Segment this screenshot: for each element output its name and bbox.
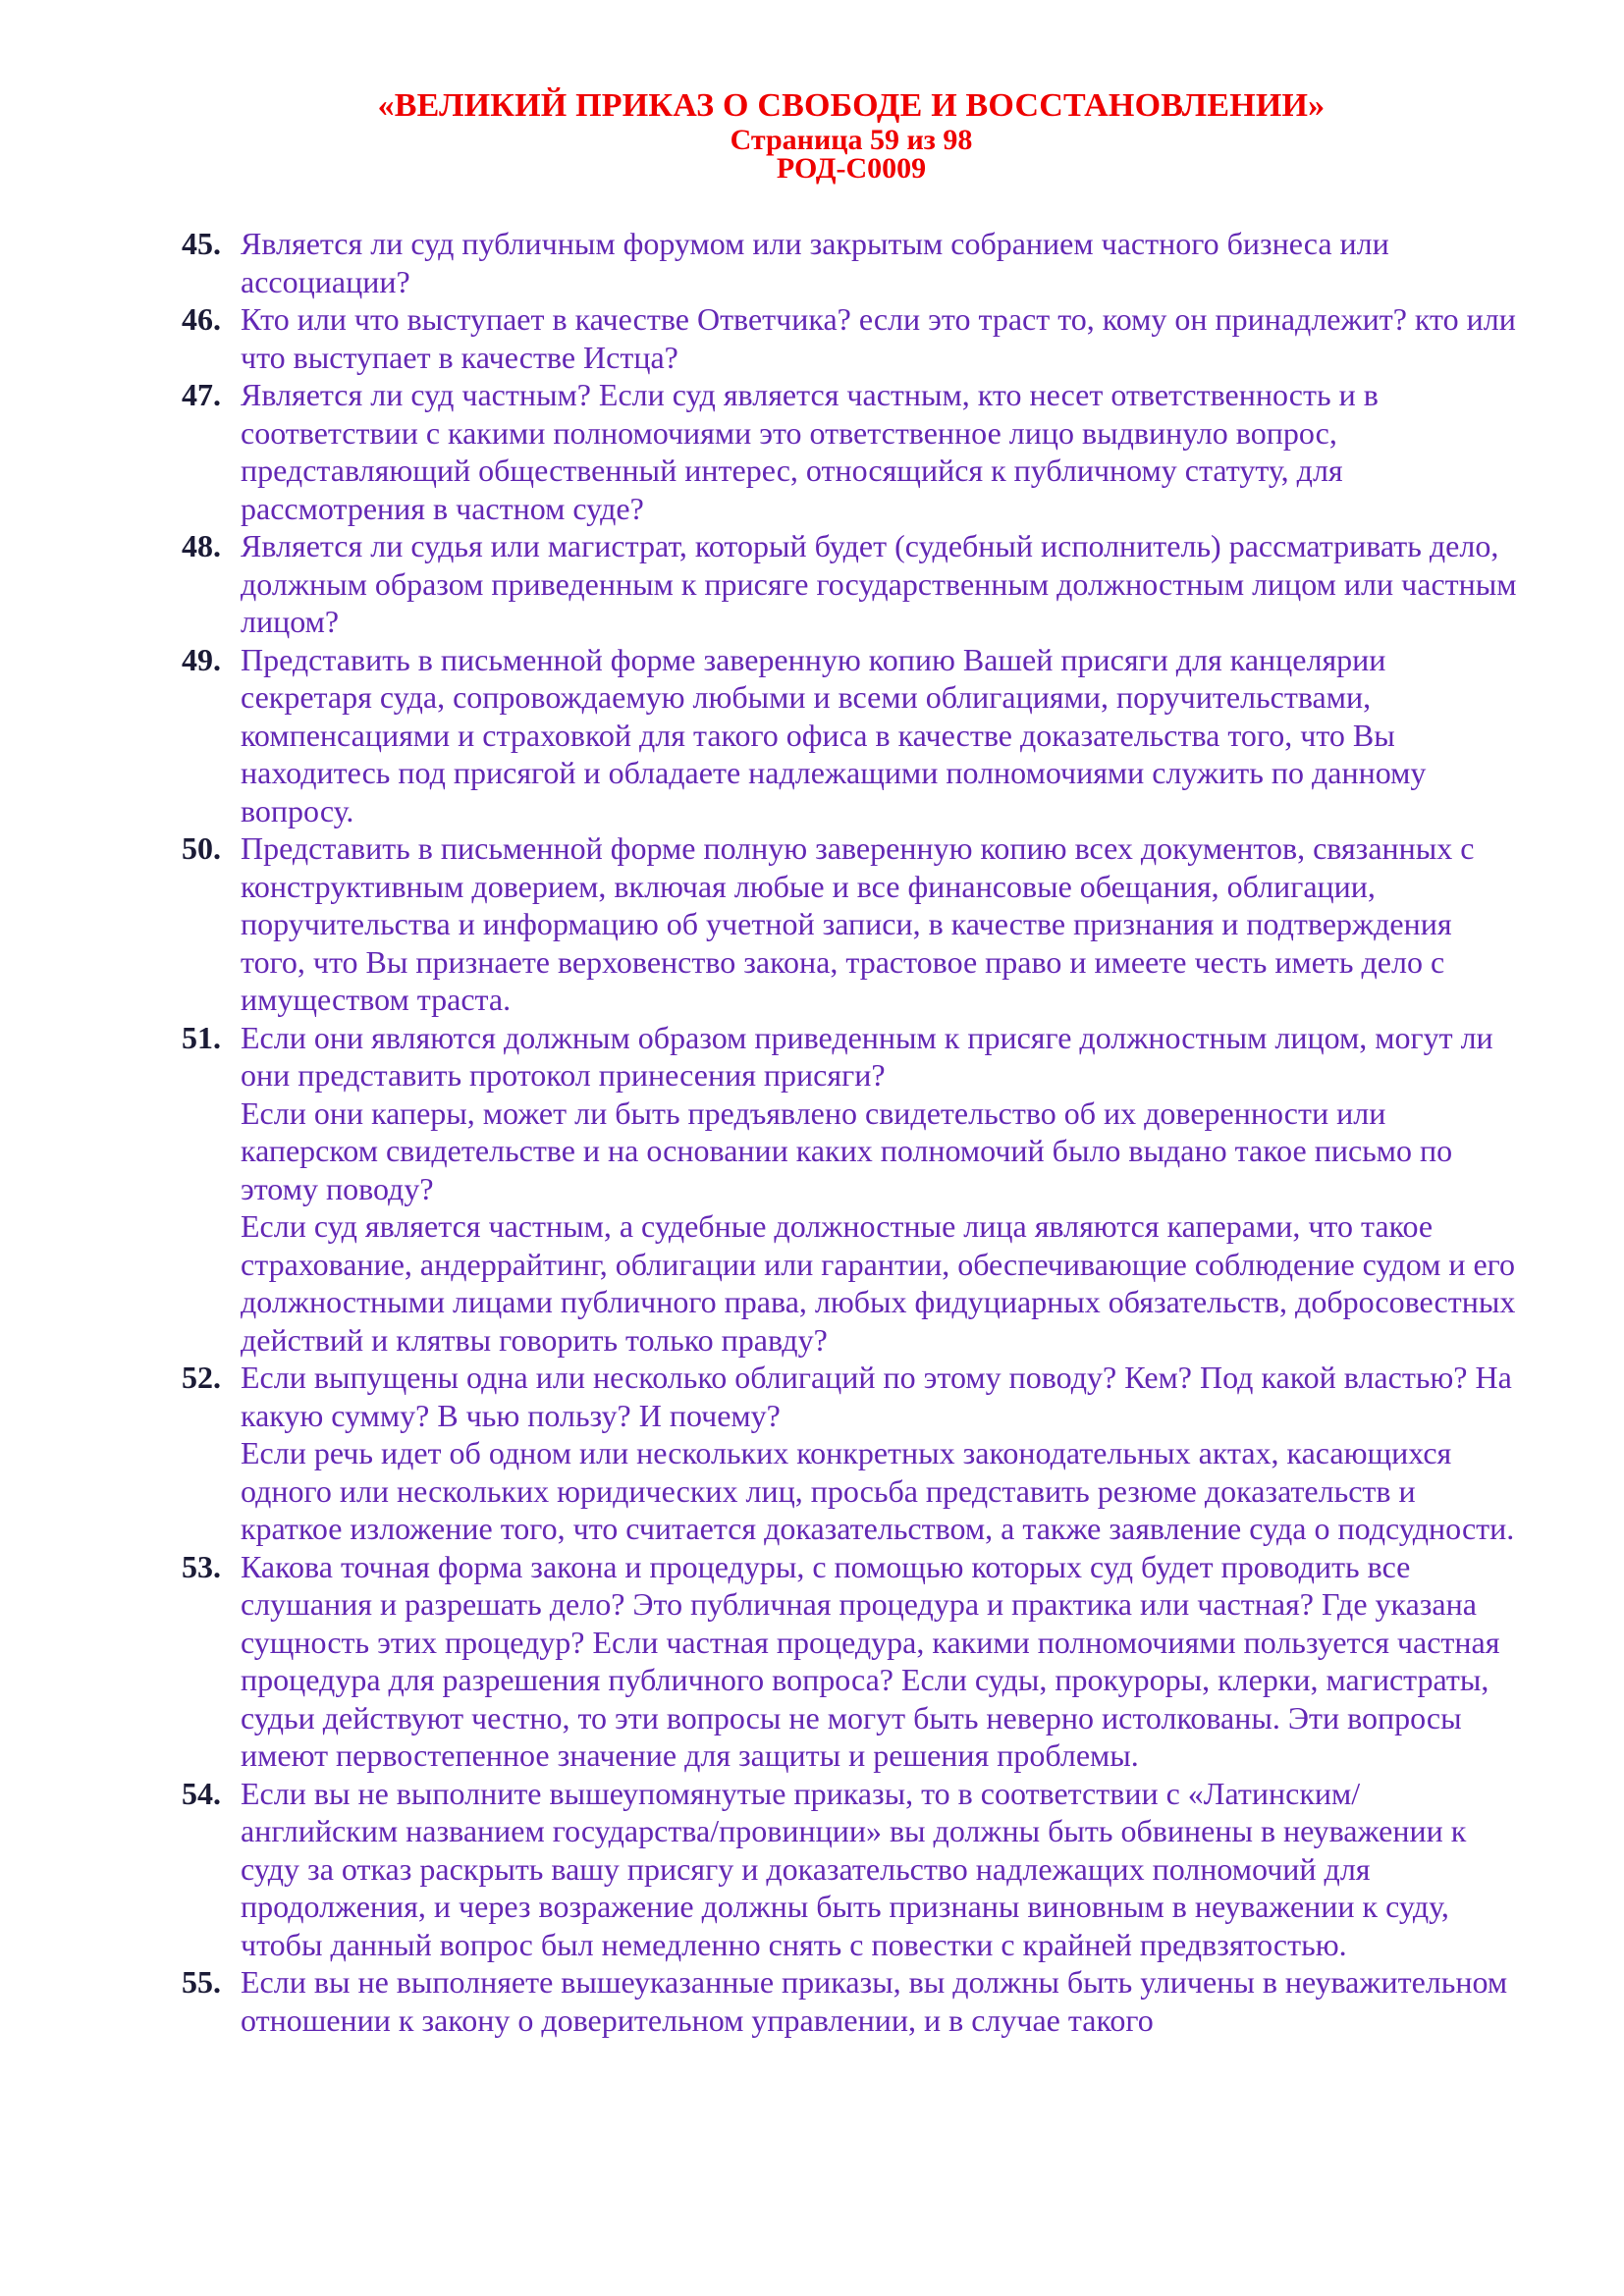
list-item — [182, 1775, 1517, 1964]
item-text — [241, 641, 1517, 830]
item-number: 47. — [182, 377, 221, 412]
item-text — [241, 376, 1517, 527]
item-text — [241, 1963, 1517, 2039]
list-item — [182, 300, 1517, 376]
item-text — [241, 1019, 1517, 1360]
item-number: 53. — [182, 1548, 221, 1584]
item-number: 52. — [182, 1360, 221, 1395]
item-paragraph: Если речь идет об одном или нескольких конкретных законодательных актах, касающихся одного или нескольких юридических лиц, просьба представить резюме доказательств и краткое изложение того, что считается доказательством, а также заявление суда о подсудности. — [241, 1435, 1515, 1546]
item-paragraph: Является ли суд публичным форумом или закрытым собранием частного бизнеса или ассоциации? — [241, 226, 1389, 299]
list-item — [182, 527, 1517, 641]
item-text — [241, 1548, 1517, 1775]
item-text — [241, 1359, 1517, 1548]
list-item — [182, 376, 1517, 527]
item-number: 54. — [182, 1775, 221, 1811]
item-paragraph: Кто или что выступает в качестве Ответчика? если это траст то, кому он принадлежит? кто или что выступает в качестве Истца? — [241, 301, 1516, 375]
list-item — [182, 1019, 1517, 1360]
item-number: 48. — [182, 528, 221, 563]
item-paragraph: Если вы не выполните вышеупомянутые приказы, то в соответствии с «Латинским/английским названием государства/провинции» вы должны быть обвинены в неуважении к суду за отказ раскрыть вашу присягу и доказательство надлежащих полномочий для продолжения, и через возражение должны быть признаны виновным в неуважении к суду, чтобы данный вопрос был немедленно снять с повестки с крайней предвзятостью. — [241, 1775, 1467, 1962]
item-text — [241, 829, 1517, 1019]
list-item — [182, 225, 1517, 300]
document-header — [0, 0, 1624, 183]
item-paragraph: Если они каперы, может ли быть предъявлено свидетельство об их доверенности или каперском свидетельстве и на основании каких полномочий было выдано такое письмо по этому поводу? — [241, 1095, 1453, 1206]
item-text — [241, 225, 1517, 300]
item-paragraph: Если суд является частным, а судебные должностные лица являются каперами, что такое страхование, андеррайтинг, облигации или гарантии, обеспечивающие соблюдение судом и его должностными лицами публичного права, любых фидуциарных обязательств, добросовестных действий и клятвы говорить только правду? — [241, 1208, 1516, 1358]
list-item — [182, 1963, 1517, 2039]
item-paragraph: Какова точная форма закона и процедуры, с помощью которых суд будет проводить все слушания и разрешать дело? Это публичная процедура и практика или частная? Где указана сущность этих процедур? Если частная процедура, какими полномочиями пользуется частная процедура для разрешения публичного вопроса? Если суды, прокуроры, клерки, магистраты, судьи действуют честно, то эти вопросы не могут быть неверно истолкованы. Эти вопросы имеют первостепенное значение для защиты и решения проблемы. — [241, 1548, 1500, 1773]
item-paragraph: Если вы не выполняете вышеуказанные приказы, вы должны быть уличены в неуважительном отношении к закону о доверительном управлении, и в случае такого — [241, 1964, 1508, 2038]
item-number: 45. — [182, 226, 221, 261]
item-paragraph: Представить в письменной форме заверенную копию Вашей присяги для канцелярии секретаря суда, сопровождаемую любыми и всеми облигациями, поручительствами, компенсациями и страховкой для такого офиса в качестве доказательства того, что Вы находитесь под присягой и обладаете надлежащими полномочиями служить по данному вопросу. — [241, 641, 1427, 828]
item-number: 55. — [182, 1964, 221, 2000]
item-paragraph: Представить в письменной форме полную заверенную копию всех документов, связанных с конструктивным доверием, включая любые и все финансовые обещания, облигации, поручительства и информацию об учетной записи, в качестве признания и подтверждения того, что Вы признаете верховенство закона, трастовое право и имеете честь иметь дело с имуществом траста. — [241, 830, 1475, 1017]
item-paragraph: Является ли судья или магистрат, который будет (судебный исполнитель) рассматривать дело, должным образом приведенным к присяге государственным должностным лицом или частным лицом? — [241, 528, 1517, 639]
item-number: 49. — [182, 641, 221, 677]
item-paragraph: Если выпущены одна или несколько облигаций по этому поводу? Кем? Под какой властью? На какую сумму? В чью пользу? И почему? — [241, 1360, 1512, 1433]
item-number: 46. — [182, 301, 221, 337]
page-indicator: Страница 59 из 98 — [730, 124, 973, 156]
item-number: 51. — [182, 1019, 221, 1055]
document-title: «ВЕЛИКИЙ ПРИКАЗ О СВОБОДЕ И ВОССТАНОВЛЕНИИ» — [377, 87, 1326, 124]
item-paragraph: Является ли суд частным? Если суд является частным, кто несет ответственность и в соответствии с какими полномочиями это ответственное лицо выдвинуло вопрос, представляющий общественный интерес, относящийся к публичному статуту, для рассмотрения в частном суде? — [241, 377, 1379, 526]
list-item — [182, 641, 1517, 830]
item-text — [241, 527, 1517, 641]
item-text — [241, 300, 1517, 376]
question-list — [0, 225, 1517, 2039]
item-number: 50. — [182, 830, 221, 866]
document-code: РОД-С0009 — [776, 152, 927, 185]
item-paragraph: Если они являются должным образом приведенным к присяге должностным лицом, могут ли они представить протокол принесения присяги? — [241, 1019, 1493, 1093]
item-text — [241, 1775, 1517, 1964]
list-item — [182, 1359, 1517, 1548]
list-item — [182, 1548, 1517, 1775]
list-item — [182, 829, 1517, 1019]
